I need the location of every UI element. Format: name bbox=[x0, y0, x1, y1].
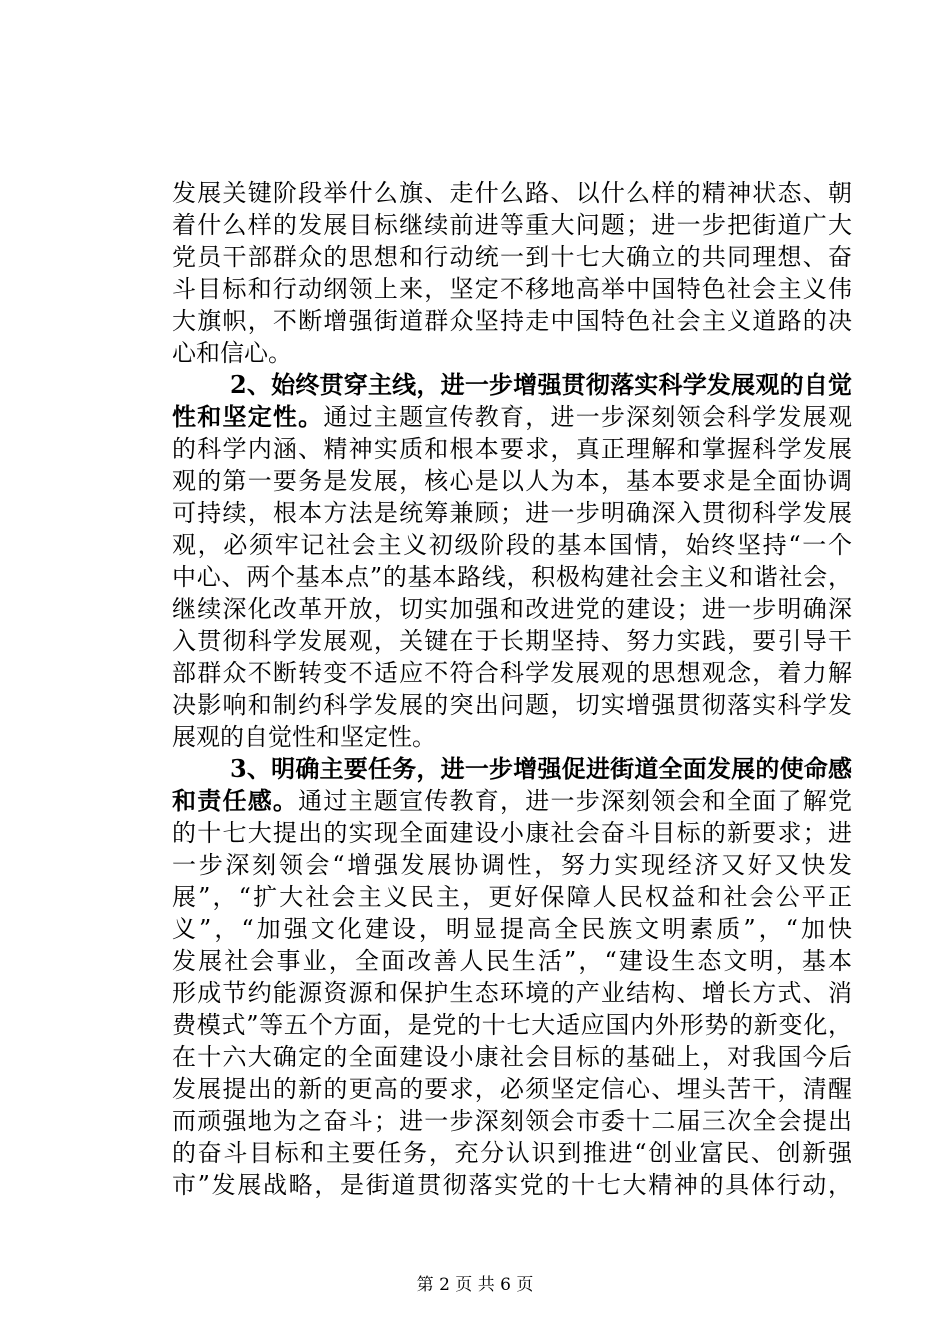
text-line: 党员干部群众的思想和行动统一到十七大确立的共同理想、奋 bbox=[172, 243, 852, 271]
text-line: 费模式”等五个方面，是党的十七大适应国内外形势的新变化， bbox=[172, 1011, 852, 1039]
text-line: 决影响和制约科学发展的突出问题，切实增强贯彻落实科学发 bbox=[172, 691, 852, 719]
text-line: 观，必须牢记社会主义初级阶段的基本国情，始终坚持“一个 bbox=[172, 531, 852, 559]
text-span: 通过主题宣传教育，进一步深刻领会和全面了解党 bbox=[298, 787, 853, 815]
text-line: 义”，“加强文化建设，明显提高全民族文明素质”，“加快 bbox=[172, 915, 852, 943]
section-heading: 2、始终贯穿主线，进一步增强贯彻落实科学发展观的自觉 bbox=[230, 370, 852, 399]
text-line: 展”，“扩大社会主义民主，更好保障人民权益和社会公平正 bbox=[172, 883, 852, 911]
text-line: 继续深化改革开放，切实加强和改进党的建设；进一步明确深 bbox=[172, 595, 852, 623]
text-line: 的科学内涵、精神实质和根本要求，真正理解和掌握科学发展 bbox=[172, 435, 852, 463]
page-footer bbox=[0, 1270, 950, 1295]
text-line: 发展提出的新的更高的要求，必须坚定信心、埋头苦干，清醒 bbox=[172, 1075, 852, 1103]
paragraph-1 bbox=[172, 177, 852, 369]
text-line: 的十七大提出的实现全面建设小康社会奋斗目标的新要求；进 bbox=[172, 819, 852, 847]
text-line: 形成节约能源资源和保护生态环境的产业结构、增长方式、消 bbox=[172, 979, 852, 1007]
text-span: 通过主题宣传教育，进一步深刻领会科学发展观 bbox=[323, 403, 853, 431]
text-line: 在十六大确定的全面建设小康社会目标的基础上，对我国今后 bbox=[172, 1043, 852, 1071]
text-line: 可持续，根本方法是统筹兼顾；进一步明确深入贯彻科学发展 bbox=[172, 499, 852, 527]
text-line: 斗目标和行动纲领上来，坚定不移地高举中国特色社会主义伟 bbox=[172, 275, 852, 303]
text-line: 心和信心。 bbox=[172, 339, 292, 367]
document-body bbox=[172, 177, 852, 1201]
text-line: 市”发展战略，是街道贯彻落实党的十七大精神的具体行动， bbox=[172, 1171, 852, 1199]
text-line: 发展关键阶段举什么旗、走什么路、以什么样的精神状态、朝 bbox=[172, 179, 852, 207]
text-line: 大旗帜，不断增强街道群众坚持走中国特色社会主义道路的决 bbox=[172, 307, 852, 335]
paragraph-2 bbox=[172, 369, 852, 753]
text-line bbox=[172, 401, 852, 433]
section-heading-tail: 性和坚定性。 bbox=[172, 402, 324, 431]
text-line: 着什么样的发展目标继续前进等重大问题；进一步把街道广大 bbox=[172, 211, 852, 239]
text-line: 而顽强地为之奋斗；进一步深刻领会市委十二届三次全会提出 bbox=[172, 1107, 852, 1135]
text-line: 的奋斗目标和主要任务，充分认识到推进“创业富民、创新强 bbox=[172, 1139, 852, 1167]
text-line: 观的第一要务是发展，核心是以人为本，基本要求是全面协调 bbox=[172, 467, 852, 495]
section-heading-tail: 和责任感。 bbox=[172, 786, 299, 815]
text-line: 部群众不断转变不适应不符合科学发展观的思想观念，着力解 bbox=[172, 659, 852, 687]
text-line: 入贯彻科学发展观，关键在于长期坚持、努力实践，要引导干 bbox=[172, 627, 852, 655]
text-line: 中心、两个基本点”的基本路线，积极构建社会主义和谐社会， bbox=[172, 563, 852, 591]
text-line: 发展社会事业，全面改善人民生活”，“建设生态文明，基本 bbox=[172, 947, 852, 975]
text-line bbox=[172, 785, 852, 817]
page-number: 第 2 页 共 6 页 bbox=[416, 1275, 534, 1295]
text-line: 一步深刻领会“增强发展协调性，努力实现经济又好又快发 bbox=[172, 851, 852, 879]
section-heading: 3、明确主要任务，进一步增强促进街道全面发展的使命感 bbox=[230, 754, 852, 783]
text-line: 展观的自觉性和坚定性。 bbox=[172, 723, 436, 751]
paragraph-3 bbox=[172, 753, 852, 1201]
